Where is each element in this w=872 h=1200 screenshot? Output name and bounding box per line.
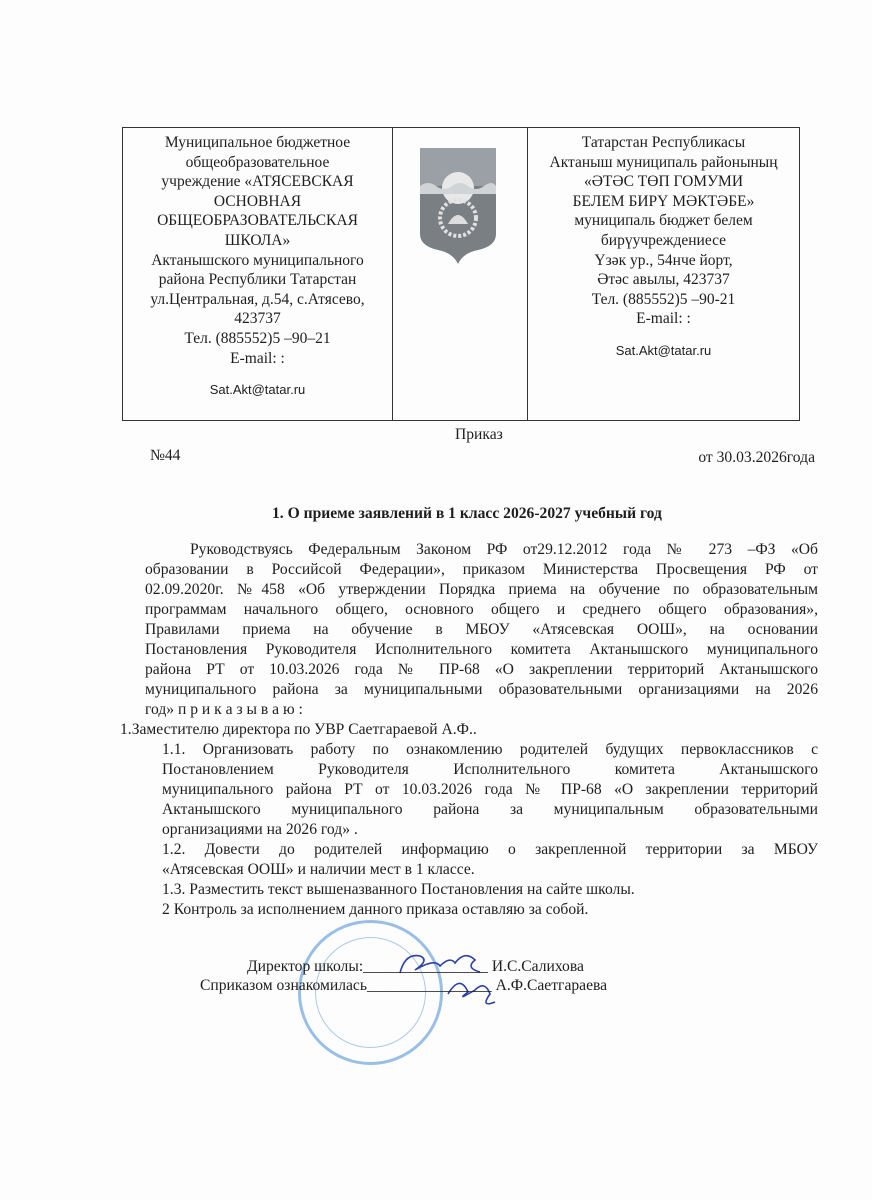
letterhead-line: Татарстан Республикасы: [581, 134, 746, 151]
director-name: И.С.Салихова: [491, 958, 584, 975]
item-1-1-line: 1.1. Организовать работу по ознакомлению родителей будущих первоклассников с: [162, 741, 818, 758]
letterhead-russian: [123, 128, 393, 420]
director-label: Директор школы:: [247, 958, 364, 975]
item-1-1-line: организациями на 2026 год» .: [162, 821, 358, 838]
letterhead-line: Тел. (885552)5 –90–21: [184, 329, 331, 347]
right-email: Sat.Akt@tatar.ru: [615, 342, 712, 358]
item-1: 1.Заместителю директора по УВР Саетгараевой А.Ф..: [120, 721, 477, 738]
body-line: Правилами приема на обучение в МБОУ «Атясевская ООШ», на основании: [145, 621, 818, 638]
body-line: 02.09.2020г. №458 «Об утверждении Порядка приема на обучение по образовательным: [145, 581, 818, 598]
letterhead-line: Муниципальное бюджетное: [164, 134, 351, 151]
letterhead-line: Актаныш муниципаль районының: [549, 153, 778, 171]
letterhead-line: Әтәс авылы, 423737: [597, 271, 730, 289]
ack-name: А.Ф.Саетгараева: [495, 977, 608, 994]
item-1-1-line: Актанышского муниципального района за муниципальным образовательными: [162, 801, 818, 818]
order-label: Приказ: [455, 426, 503, 443]
letterhead-line: «ӘТӘС ТӨП ГОМУМИ: [583, 173, 744, 191]
letterhead-line: Актанышского муниципального: [151, 251, 364, 269]
letterhead-table: [122, 127, 800, 421]
letterhead-line: E-mail: :: [636, 310, 691, 328]
letterhead-line: района Республики Татарстан: [158, 271, 357, 289]
left-email: Sat.Akt@tatar.ru: [209, 382, 306, 398]
item-1-1-line: муниципального района РТ от 10.03.2026 года № ПР-68 «О закреплении территорий: [162, 781, 818, 798]
item-1-1-line: Постановлением Руководителя Исполнительного комитета Актанышского: [162, 761, 818, 778]
ack-signature-row: [200, 976, 607, 996]
director-signature-row: [247, 957, 584, 977]
ack-label: Сприказом ознакомилась: [200, 977, 367, 994]
body-line: муниципального района за муниципальными образовательными организациями на 2026: [145, 681, 818, 698]
item-1-2-line: «Атясевская ООШ» и наличии мест в 1 классе.: [162, 861, 475, 878]
director-line: ________________: [363, 958, 488, 975]
letterhead-line: БЕЛЕМ БИРҮ МӘКТӘБЕ»: [572, 192, 755, 210]
order-date: от 30.03.2026года: [698, 449, 815, 466]
body-line: программам начального общего, основного общего и среднего общего образования»,: [145, 601, 818, 618]
letterhead-line: бирүучреждениесе: [600, 231, 727, 249]
letterhead-line: E-mail: :: [230, 349, 285, 367]
order-number: №44: [150, 447, 181, 464]
body-line: год» п р и к а з ы в а ю :: [145, 701, 303, 718]
order-title: 1. О приеме заявлений в 1 класс 2026-2027 учебный год: [272, 505, 662, 522]
letterhead-line: Тел. (885552)5 –90-21: [591, 290, 736, 308]
letterhead-line: муниципаль бюджет белем: [574, 212, 753, 230]
item-1-3: 1.3. Разместить текст вышеназванного Постановления на сайте школы.: [162, 881, 635, 898]
coat-of-arms-cell: [393, 128, 528, 420]
body-line: образовании в Российсой Федерации», приказом Министерства Просвещения РФ от: [145, 561, 818, 578]
body-line: района РТ от 10.03.2026 года № ПР-68 «О закреплении территорий Актанышского: [145, 661, 818, 678]
letterhead-line: Үзәк ур., 54нче йорт,: [594, 251, 733, 269]
body-line: Постановления Руководителя Исполнительного комитета Актанышского муниципального: [145, 641, 818, 658]
letterhead-line: учреждение «АТЯСЕВСКАЯ: [161, 173, 354, 191]
item-2: 2 Контроль за исполнением данного приказа оставляю за собой.: [162, 901, 589, 918]
coat-of-arms-icon: [418, 146, 498, 266]
body-line: Руководствуясь Федеральным Законом РФ от29.12.2012 года № 273 –ФЗ «Об: [190, 541, 818, 558]
item-1-2-line: 1.2. Довести до родителей информацию о закрепленной территории за МБОУ: [162, 841, 818, 858]
ack-line: ________________: [366, 977, 492, 994]
letterhead-line: ОСНОВНАЯ: [213, 192, 302, 210]
letterhead-line: ОБЩЕОБРАЗОВАТЕЛЬСКАЯ: [157, 212, 358, 230]
letterhead-line: общеобразовательное: [185, 153, 330, 171]
letterhead-line: 423737: [234, 310, 281, 328]
letterhead-tatar: [528, 128, 799, 420]
letterhead-line: ул.Центральная, д.54, с.Атясево,: [150, 290, 365, 308]
letterhead-line: ШКОЛА»: [224, 231, 291, 249]
